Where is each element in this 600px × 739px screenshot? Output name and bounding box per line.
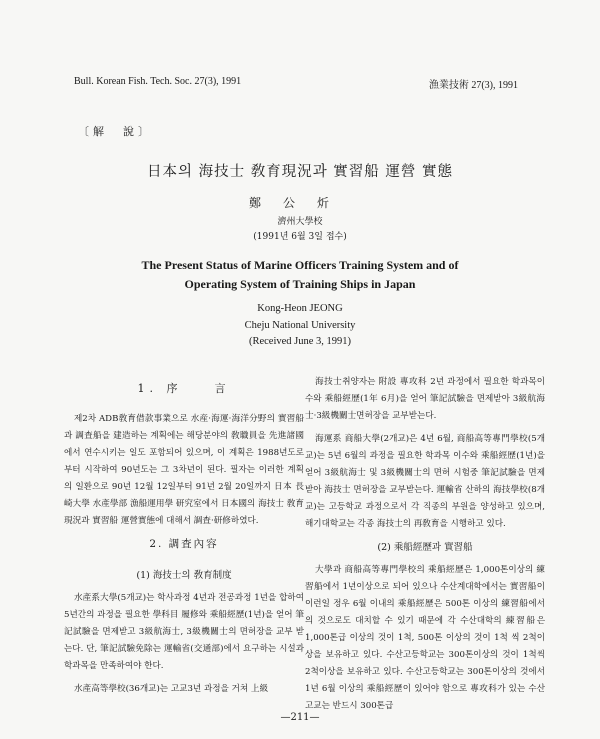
title-korean: 日本의 海技士 敎育現況과 實習船 運營 實態 — [146, 164, 454, 180]
article-kind-label: 〔解 說〕 — [78, 125, 153, 138]
section-1-heading: 1. 序 言 — [137, 382, 231, 395]
right-column — [305, 374, 545, 721]
title-english-line-2: Operating System of Training Ships in Japan — [184, 277, 416, 291]
section-2-heading: 2. 調査內容 — [149, 538, 219, 550]
subsection-1-heading: (1) 海技士의 敎育制度 — [136, 570, 232, 581]
author-english: Kong-Heon JEONG — [257, 303, 343, 314]
author-korean: 鄭公炘 — [248, 196, 351, 210]
subsection-2-heading: (2) 乘船經歷과 實習船 — [377, 542, 473, 553]
left-column — [64, 374, 304, 704]
subsection-2-paragraph: 大學과 商船高等專門學校의 乘船經歷은 1,000톤이상의 練習船에서 1년이상으로 되어 있으나 수산계대학에서는 實習船이 이런일 정우 6월 이내의 乘船經歷은 500톤 이상의 練習船에서의 것으로도 대치할 수 있기 때문에 각 수산대학의 練習船은 1,000톤급 이상의 것이 1척, 500톤 이상의 것이 1척 씩 2척이상을 보유하고 있다. 수산고등학교는 300톤이상의 것이 1척씩 2척이상을 보유하고 있다. 수산고등학교는 300톤이상의 것에서 1년 6월 이상의 乘船經歷이 있어야 함으로 專攻科가 있는 수산고교는 반드시 300톤급 — [305, 565, 545, 711]
received-date-english: (Received June 3, 1991) — [248, 336, 352, 347]
received-date-korean: (1991년 6월 3일 접수) — [253, 232, 347, 242]
journal-header-ko: 漁業技術 27(3), 1991 — [428, 80, 518, 91]
journal-header-en: Bull. Korean Fish. Tech. Soc. 27(3), 1991 — [74, 76, 242, 87]
subsection-1-paragraph-2: 水產高等學校(36개교)는 고교3년 과정을 거쳐 上級 — [74, 684, 269, 694]
right-paragraph-2: 海運系 商船大學(2개교)은 4년 6월, 商船高等專門學校(5개교)는 5년 6월의 과정을 필요한 학과목 이수와 乘船經歷(1년)을 얻어 3級航海士 및 3級機關士의 면허 시험중 筆記試驗을 면제받아 海技士 면허장을 교부받는다. 運輸省 산하의 海技學校(8개교)는 고등학교 과정으로서 각 직종의 부원을 양성하고 있으며, 해기대학교는 각종 海技士의 再敎育을 시행하고 있다. — [305, 434, 545, 529]
title-english — [0, 256, 600, 294]
section-1-paragraph: 제2차 ADB敎育借款事業으로 水産·海運·海洋分野의 實習船과 調査船을 建造하는 계획에는 해당분야의 敎職員을 先進諸國에서 연수시키는 일도 포함되어 있으며, 이 계획은 1988년도로부터 시작하여 90년도는 그 3차년이 된다. 필자는 이러한 계획의 일환으로 90년 12월 12일부터 91년 2월 20일까지 日本 長崎大學 水產學部 漁船運用學 研究室에서 日本國의 海技士 敎育現況과 實習船 運營實態에 대해서 調査·研修하였다. — [64, 414, 304, 526]
institution-korean: 濟州大學校 — [277, 217, 323, 227]
page-number: —211— — [280, 712, 320, 723]
institution-english: Cheju National University — [244, 320, 356, 331]
subsection-1-paragraph-1: 水產系大學(5개교)는 학사과정 4년과 전공과정 1년을 합하여 5년간의 과정을 필요한 學科目 履修와 乘船經歷(1년)을 얻어 筆記試驗을 면제받고 3級航海士, 3級機關士의 면허장을 교부 받는다. 단, 筆記試驗免除는 運輸省(交通部)에서 요구하는 시설과 학과목을 만족하여야 한다. — [64, 593, 304, 671]
title-english-line-1: The Present Status of Marine Officers Training System and of — [141, 258, 459, 272]
right-paragraph-1: 海技士취양자는 附設 專攻科 2년 과정에서 필요한 학과목이수와 乘船經歷(1年 6月)을 얻어 筆記試驗을 면제받아 3級航海士·3級機關士면허장을 교부받는다. — [305, 377, 545, 421]
